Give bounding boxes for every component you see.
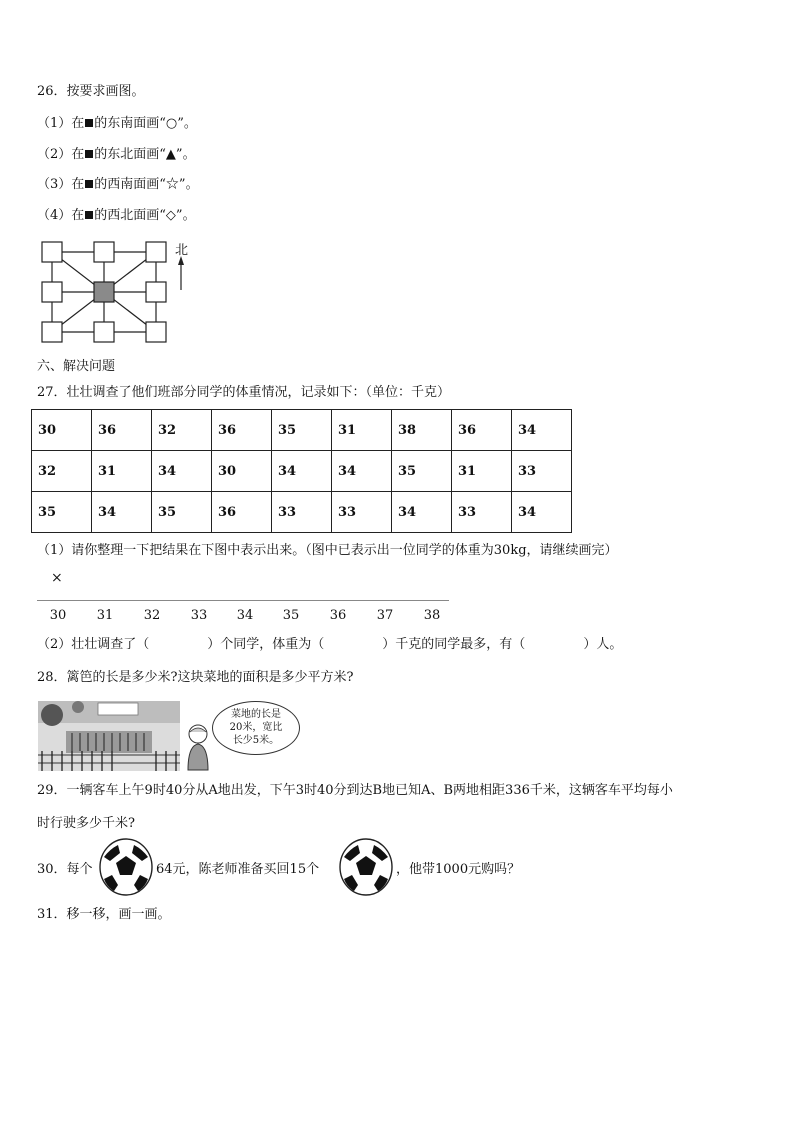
q29-line2: 时行驶多少千米? xyxy=(37,816,135,831)
q26-item-2: （2）在 的东北面画“▲”。 xyxy=(37,147,196,162)
table-cell: 33 xyxy=(332,492,392,533)
table-cell: 32 xyxy=(32,451,92,492)
grid-box-ne xyxy=(146,242,166,262)
table-cell: 31 xyxy=(332,410,392,451)
square-icon xyxy=(85,150,93,158)
tick-label: 30 xyxy=(49,608,67,623)
q27-sub2: （2）壮壮调查了（ ）个同学，体重为（ ）千克的同学最多，有（ ）人。 xyxy=(37,637,623,652)
tick-label: 31 xyxy=(96,608,114,623)
q27-sub1: （1）请你整理一下把结果在下图中表示出来。（图中已表示出一位同学的体重为30kg，请继续画完） xyxy=(37,543,618,558)
table-cell: 38 xyxy=(392,410,452,451)
table-cell: 30 xyxy=(32,410,92,451)
table-cell: 34 xyxy=(272,451,332,492)
soccer-ball-icon xyxy=(98,837,154,897)
q29-line1: 29．一辆客车上午9时40分从A地出发，下午3时40分到达B地已知A、B两地相距336千米，这辆客车平均每小 xyxy=(37,783,673,798)
north-label: 北 xyxy=(175,243,189,258)
table-cell: 34 xyxy=(512,492,572,533)
grid-box-nw xyxy=(42,242,62,262)
table-cell: 31 xyxy=(92,451,152,492)
table-cell: 35 xyxy=(272,410,332,451)
table-cell: 36 xyxy=(92,410,152,451)
q31-title: 31．移一移，画一画。 xyxy=(37,907,171,922)
tick-label: 36 xyxy=(329,608,347,623)
weight-table xyxy=(31,409,572,533)
grid-box-e xyxy=(146,282,166,302)
table-cell: 36 xyxy=(212,410,272,451)
tick-label: 37 xyxy=(376,608,394,623)
number-line xyxy=(37,600,449,601)
table-cell: 30 xyxy=(212,451,272,492)
vegetable-field-illustration xyxy=(38,701,180,771)
q30-text-3: ，他带1000元购吗？ xyxy=(396,862,521,877)
q26-item-4: （4）在 的西北面画“◇”。 xyxy=(37,208,196,223)
q30-text-1: 30．每个 xyxy=(37,862,93,877)
square-icon xyxy=(85,211,93,219)
table-cell: 35 xyxy=(392,451,452,492)
table-cell: 33 xyxy=(512,451,572,492)
grid-box-s xyxy=(94,322,114,342)
speech-bubble: 菜地的长是 20米，宽比 长少5米。 xyxy=(212,701,300,755)
tick-label: 34 xyxy=(236,608,254,623)
table-cell: 34 xyxy=(512,410,572,451)
grid-box-w xyxy=(42,282,62,302)
grid-center-box xyxy=(94,282,114,302)
q30-text-2: 64元，陈老师准备买回15个 xyxy=(156,862,320,877)
table-row xyxy=(32,410,572,451)
q27-title: 27．壮壮调查了他们班部分同学的体重情况，记录如下：（单位：千克） xyxy=(37,385,451,400)
q26-item-1: （1）在 的东南面画“○”。 xyxy=(37,116,197,131)
table-cell: 36 xyxy=(212,492,272,533)
tick-label: 38 xyxy=(423,608,441,623)
tick-label: 35 xyxy=(282,608,300,623)
tick-label: 32 xyxy=(143,608,161,623)
table-cell: 31 xyxy=(452,451,512,492)
section-title: 六、解决问题 xyxy=(37,359,116,374)
table-cell: 32 xyxy=(152,410,212,451)
table-cell: 35 xyxy=(152,492,212,533)
table-cell: 36 xyxy=(452,410,512,451)
q26-title: 26．按要求画图。 xyxy=(37,84,145,99)
table-cell: 33 xyxy=(452,492,512,533)
table-cell: 34 xyxy=(392,492,452,533)
cross-mark: × xyxy=(51,570,63,586)
soccer-ball-icon xyxy=(338,837,394,897)
direction-grid xyxy=(38,238,198,346)
table-cell: 35 xyxy=(32,492,92,533)
table-cell: 34 xyxy=(332,451,392,492)
grid-box-n xyxy=(94,242,114,262)
q28-title: 28．篱笆的长是多少米?这块菜地的面积是多少平方米? xyxy=(37,670,354,685)
q26-item-3: （3）在 的西南面画“☆”。 xyxy=(37,177,199,192)
grandfather-illustration xyxy=(183,722,213,772)
square-icon xyxy=(85,180,93,188)
square-icon xyxy=(85,119,93,127)
tick-label: 33 xyxy=(190,608,208,623)
table-cell: 33 xyxy=(272,492,332,533)
grid-box-se xyxy=(146,322,166,342)
table-row xyxy=(32,492,572,533)
table-cell: 34 xyxy=(92,492,152,533)
table-cell: 34 xyxy=(152,451,212,492)
grid-box-sw xyxy=(42,322,62,342)
table-row xyxy=(32,451,572,492)
